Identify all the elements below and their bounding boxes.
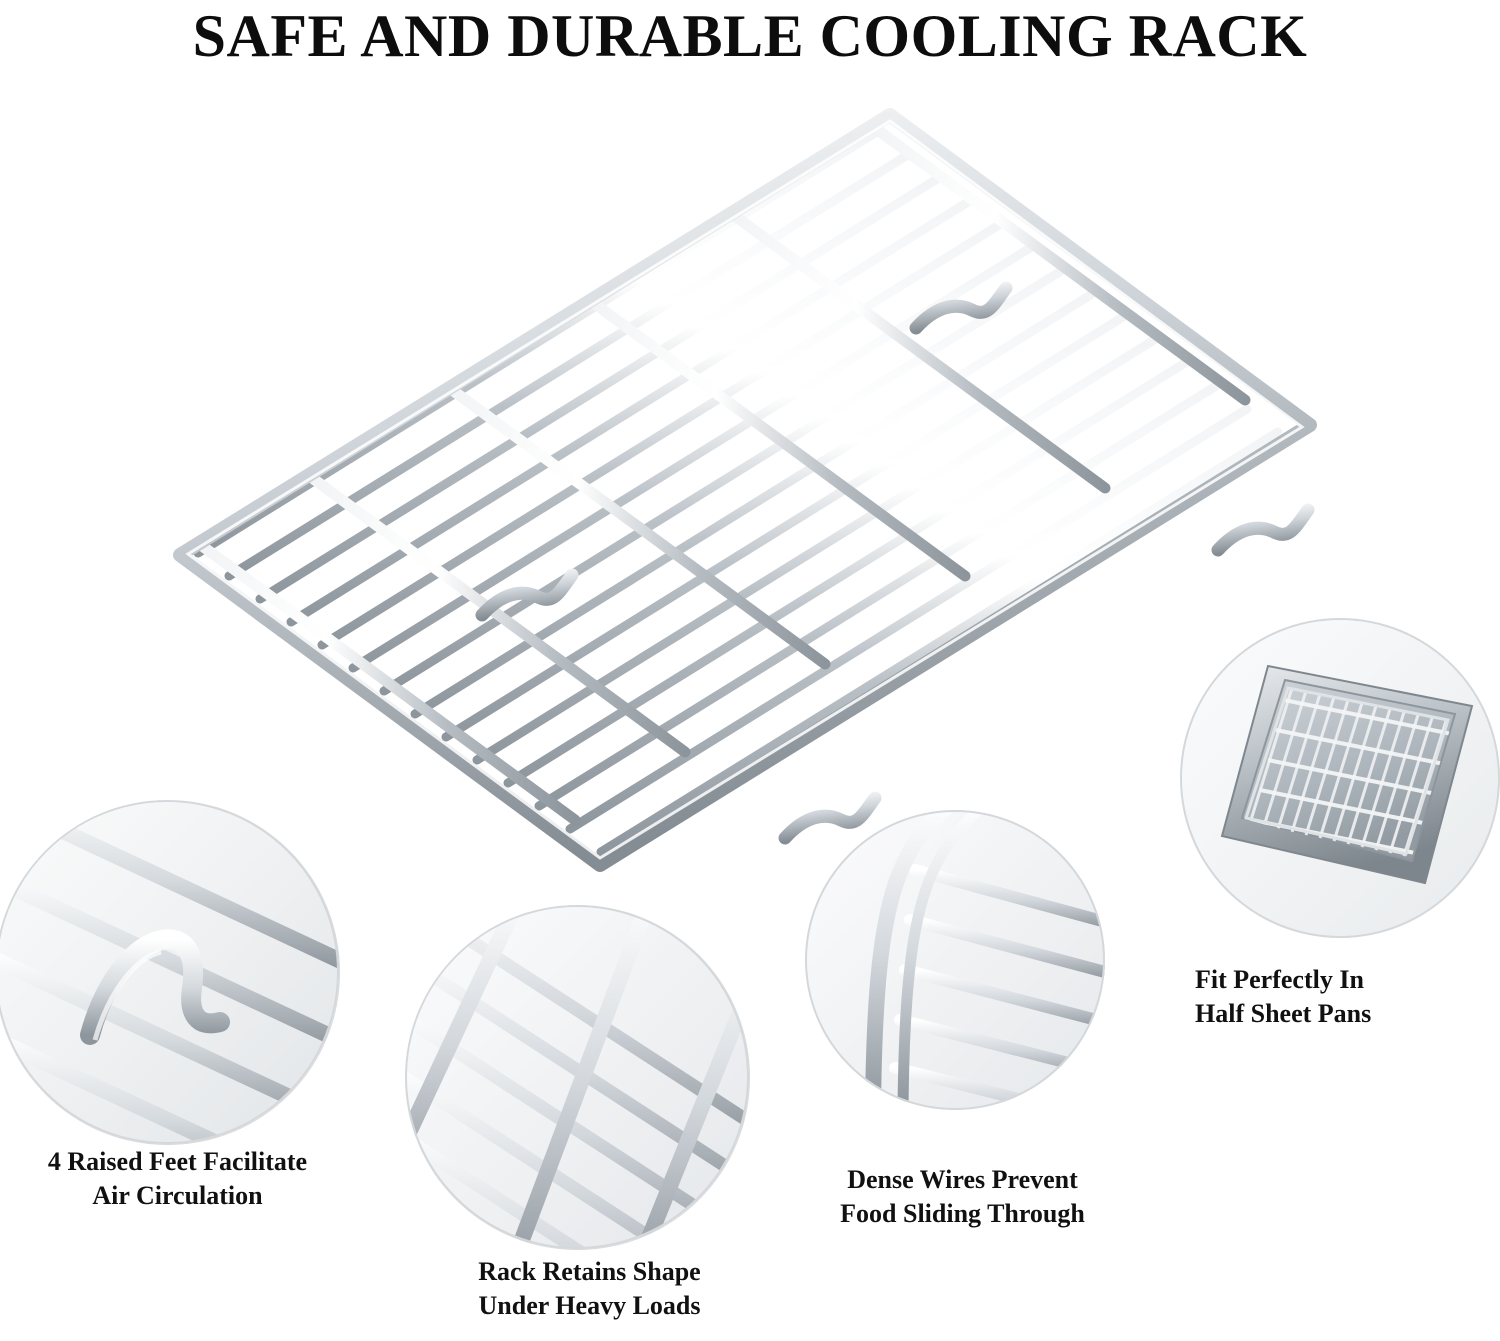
caption-line: Air Circulation xyxy=(92,1181,263,1210)
page-title: SAFE AND DURABLE COOLING RACK xyxy=(192,3,1308,69)
caption-retains-shape xyxy=(412,1255,767,1323)
caption-line: Food Sliding Through xyxy=(840,1199,1085,1228)
callout-dense-wires xyxy=(805,810,1105,1110)
caption-raised-feet xyxy=(0,1145,355,1213)
hero-product-image xyxy=(130,95,1360,885)
caption-line: Under Heavy Loads xyxy=(478,1291,701,1320)
caption-line: Half Sheet Pans xyxy=(1195,999,1372,1028)
callout-fits-pan xyxy=(1180,618,1500,938)
caption-line: 4 Raised Feet Facilitate xyxy=(47,1147,308,1176)
caption-line: Rack Retains Shape xyxy=(478,1257,701,1286)
caption-line: Dense Wires Prevent xyxy=(847,1165,1078,1194)
callout-retains-shape xyxy=(405,905,750,1250)
rack-wire-grid xyxy=(160,95,1310,875)
caption-fits-pan xyxy=(1195,963,1495,1031)
caption-dense-wires xyxy=(785,1163,1140,1231)
caption-line: Fit Perfectly In xyxy=(1195,965,1364,994)
callout-raised-feet xyxy=(0,800,340,1145)
